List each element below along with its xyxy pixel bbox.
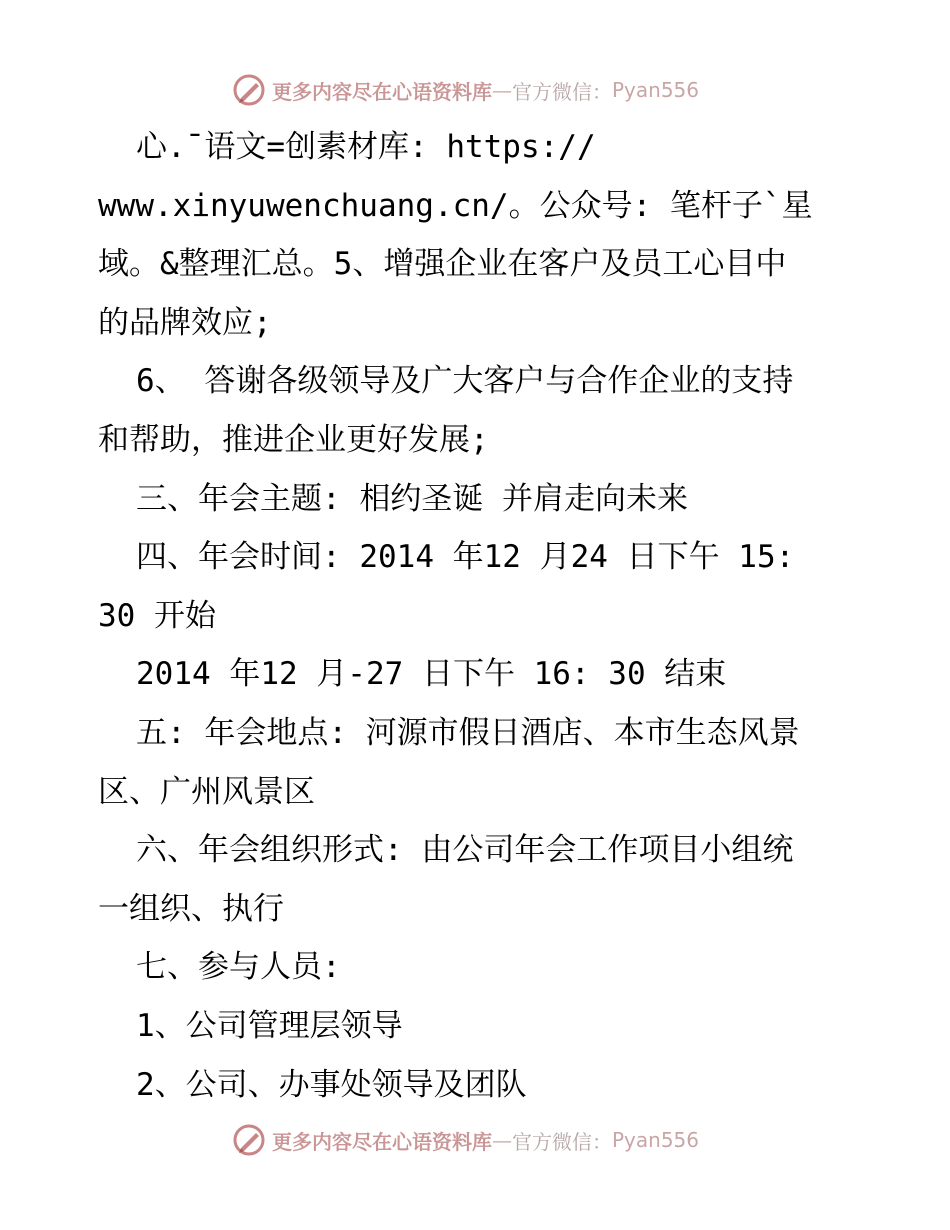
watermark-footer [232,1120,699,1160]
text-line: 6、 答谢各级领导及广大客户与合作企业的支持 [136,363,794,400]
text-line: 30 开始 [98,597,216,634]
text-line: 2014 年12 月-27 日下午 16: 30 结束 [136,656,727,693]
watermark-header [232,70,699,110]
red-pen-logo-icon [232,1123,266,1157]
list-item: 1、公司管理层领导 [136,1007,403,1044]
document-body [98,118,858,1114]
section-heading-participants: 七、参与人员: [136,949,341,986]
text-line: 和帮助，推进企业更好发展; [98,421,489,458]
watermark-separator: — [492,1128,512,1152]
text-line: 区、广州风景区 [98,773,315,810]
watermark-main-text: 更多内容尽在心语资料库 [272,1129,492,1154]
watermark-sub-text: 官方微信： [512,79,612,104]
watermark-sub-text: 官方微信： [512,1129,612,1154]
text-line: 的品牌效应; [98,304,272,341]
watermark-handle: Pyan556 [612,1128,700,1152]
list-item: 2、公司、办事处领导及团队 [136,1066,527,1103]
text-line: www.xinyuwenchuang.cn/。公众号: 笔杆子`星 [98,187,813,224]
section-heading-theme: 三、年会主题: 相约圣诞 并肩走向未来 [136,480,688,517]
watermark-handle: Pyan556 [612,78,700,102]
text-line: 心.¯语文=创素材库: https:// [136,129,596,165]
red-pen-logo-icon [232,73,266,107]
text-line: 一组织、执行 [98,890,284,927]
section-heading-location: 五: 年会地点: 河源市假日酒店、本市生态风景 [136,714,800,751]
section-heading-organization: 六、年会组织形式: 由公司年会工作项目小组统 [136,832,794,869]
text-line: 域。&整理汇总。5、增强企业在客户及员工心目中 [98,246,787,283]
watermark-main-text: 更多内容尽在心语资料库 [272,79,492,104]
watermark-separator: — [492,78,512,102]
section-heading-time: 四、年会时间: 2014 年12 月24 日下午 15: [136,539,795,576]
